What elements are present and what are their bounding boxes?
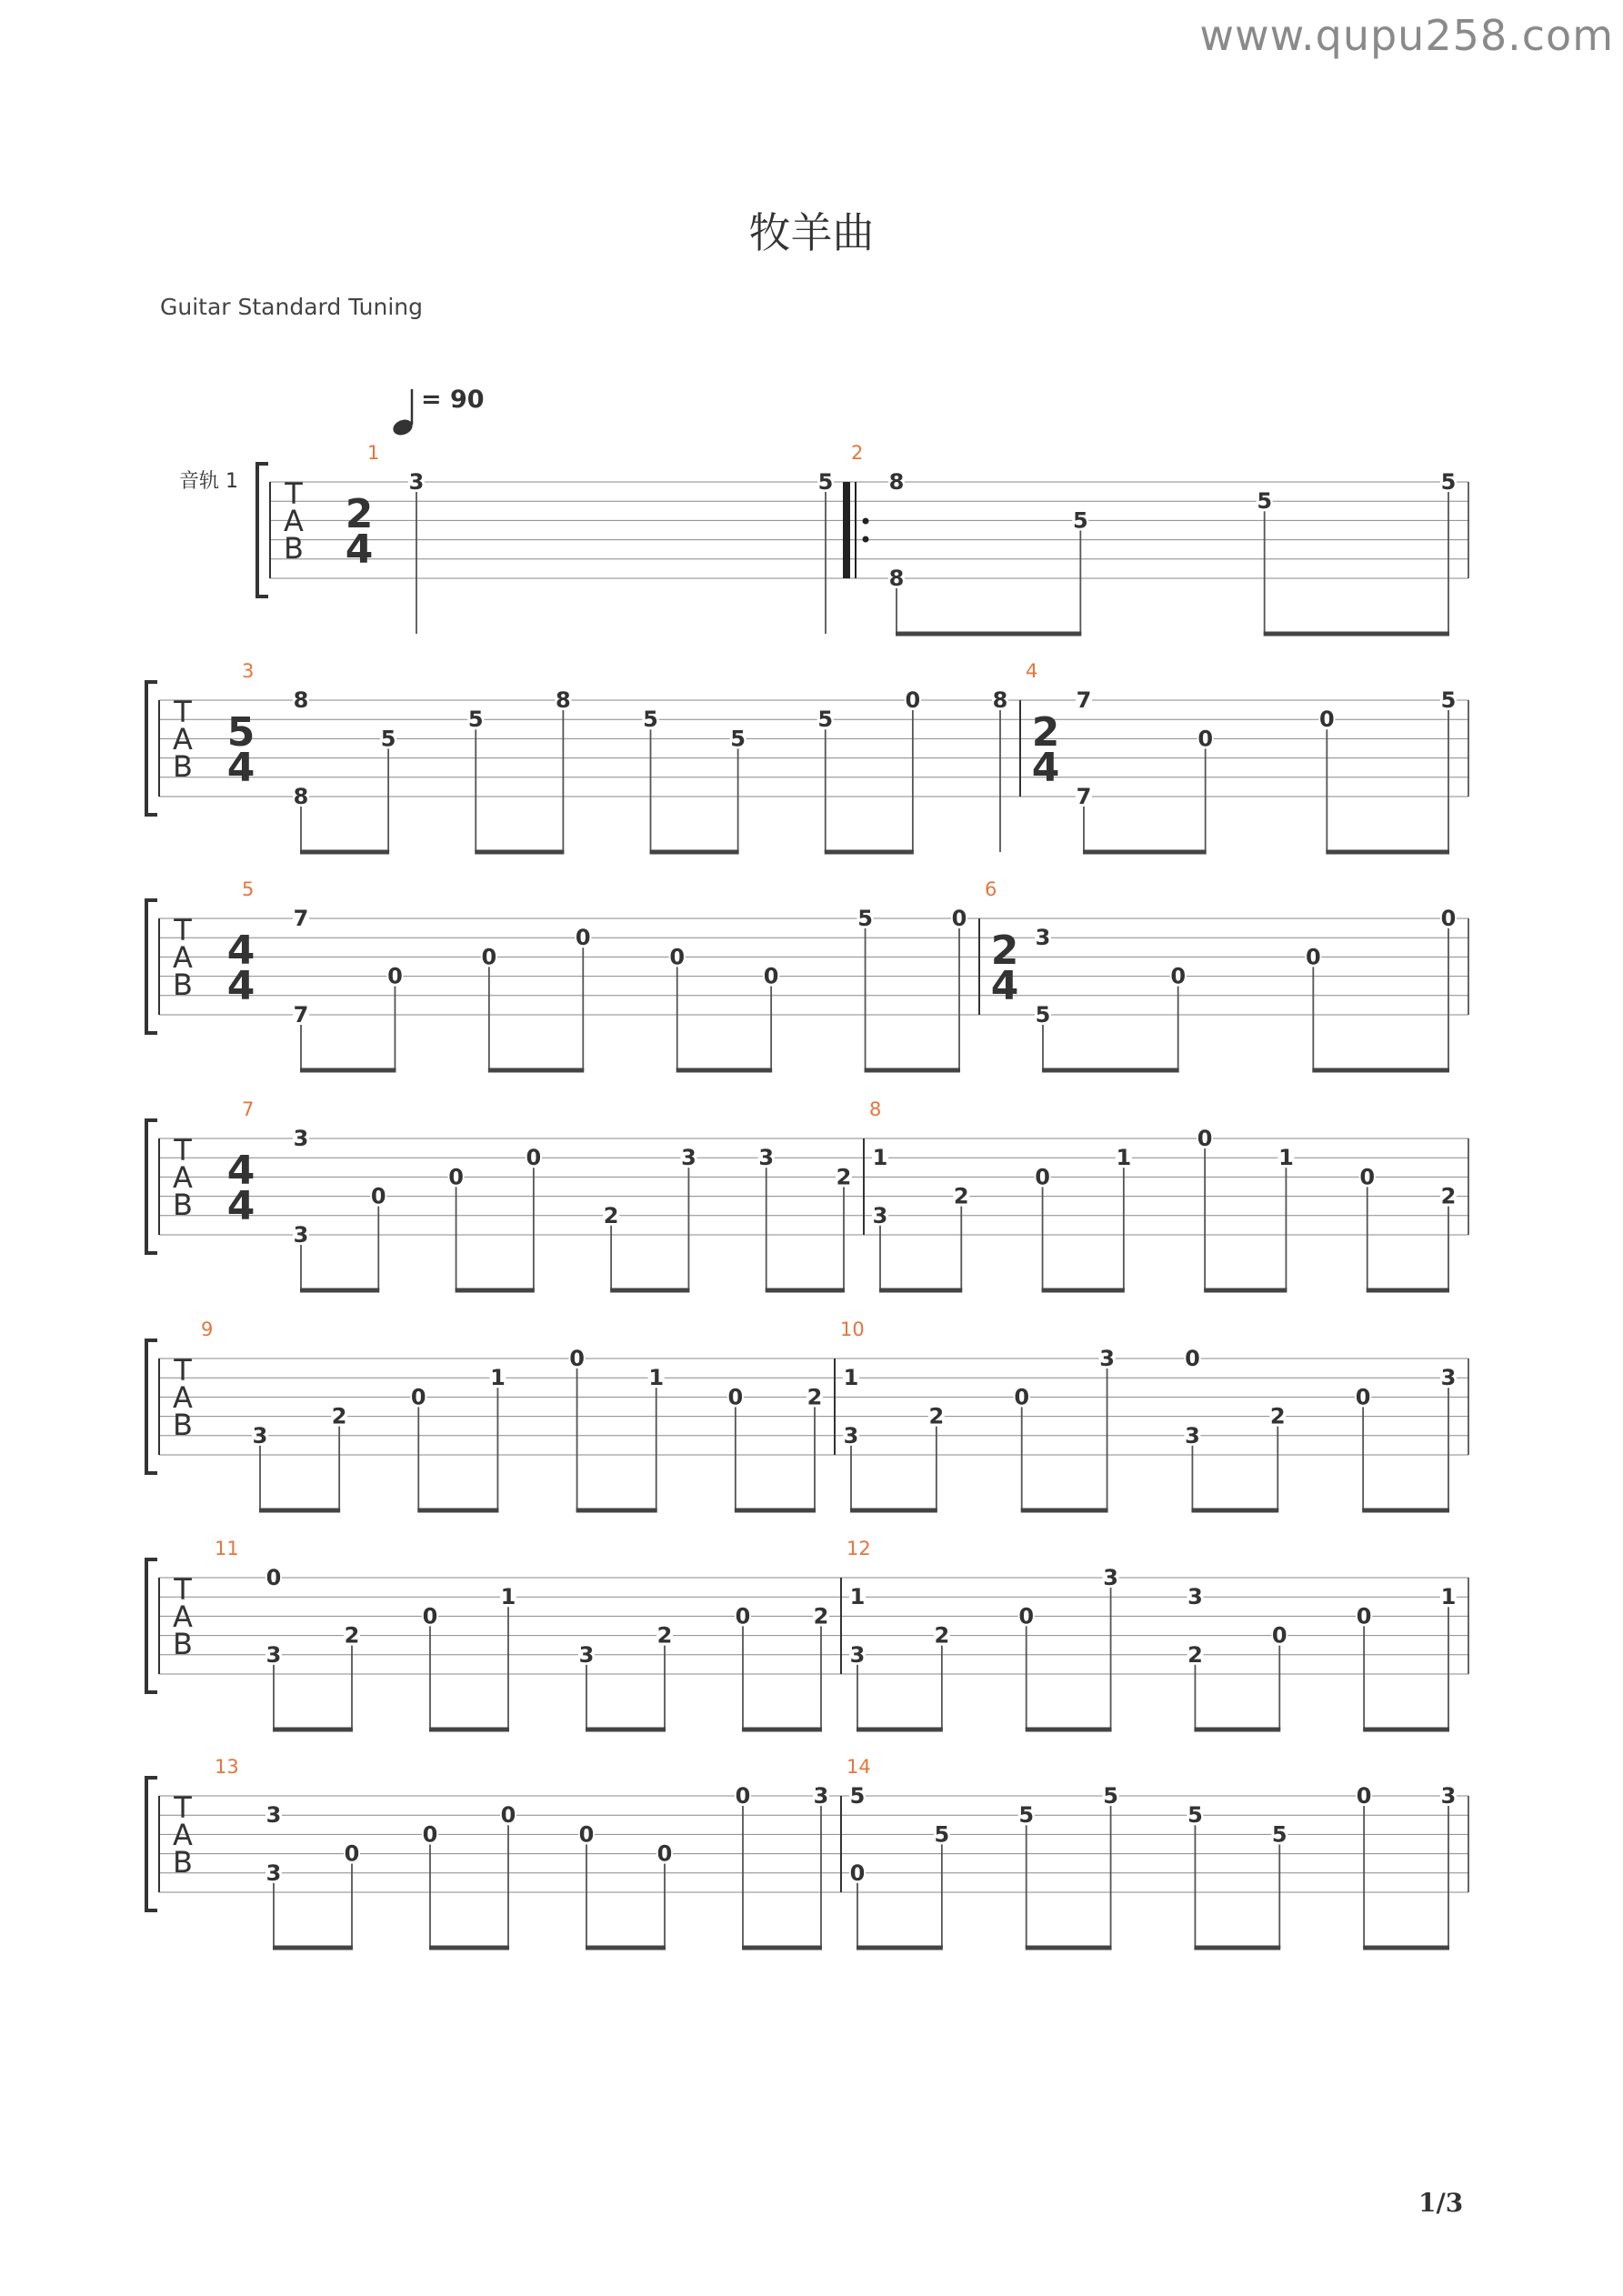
measure-number: 6	[985, 878, 997, 900]
tab-clef-letter: A	[173, 1599, 193, 1634]
fret-number: 3	[681, 1145, 696, 1171]
fret-number: 0	[1185, 1346, 1200, 1371]
measure-number: 12	[847, 1538, 871, 1559]
fret-number: 2	[813, 1603, 829, 1629]
tab-clef-letter: B	[173, 749, 193, 784]
fret-number: 1	[1116, 1145, 1132, 1171]
fret-number: 5	[1103, 1783, 1118, 1809]
score-title: 牧羊曲	[748, 208, 875, 257]
time-signature-top: 2	[1031, 709, 1060, 756]
fret-number: 0	[669, 944, 686, 970]
fret-number: 5	[857, 906, 873, 931]
watermark: www.qupu258.com	[1199, 11, 1614, 60]
time-signature-top: 5	[226, 709, 255, 756]
fret-number: 5	[1018, 1802, 1035, 1829]
time-signature-top: 2	[990, 927, 1019, 974]
fret-number: 5	[1072, 507, 1088, 534]
fret-number: 2	[1187, 1641, 1203, 1668]
fret-number: 2	[656, 1622, 673, 1649]
system-bracket	[146, 1559, 157, 1692]
fret-number: 0	[1359, 1164, 1376, 1190]
system-bracket	[257, 464, 268, 597]
fret-number: 7	[293, 1002, 309, 1028]
time-signature-bottom: 4	[1031, 745, 1060, 791]
tab-clef-letter: A	[284, 504, 304, 538]
measure-number: 3	[242, 660, 255, 682]
fret-number: 0	[735, 1783, 751, 1809]
fret-number: 0	[422, 1821, 438, 1848]
tuning-label: Guitar Standard Tuning	[160, 294, 424, 320]
fret-number: 3	[265, 1860, 282, 1886]
tab-clef-letter: T	[174, 913, 192, 947]
fret-number: 7	[1076, 784, 1092, 809]
repeat-thick-bar	[843, 482, 850, 578]
fret-number: 5	[1440, 687, 1457, 713]
fret-number: 1	[849, 1584, 866, 1610]
fret-number: 3	[872, 1202, 888, 1228]
fret-number: 3	[265, 1641, 282, 1668]
fret-number: 0	[370, 1183, 386, 1209]
measure-number: 10	[840, 1318, 865, 1340]
fret-number: 0	[727, 1384, 744, 1410]
tab-clef-letter: T	[285, 476, 303, 511]
tab-clef-letter: T	[174, 1133, 192, 1168]
measure-number: 9	[201, 1318, 214, 1340]
tab-clef-letter: T	[174, 1353, 192, 1388]
fret-number: 3	[813, 1783, 829, 1809]
fret-number: 2	[1269, 1403, 1286, 1429]
tempo-value: = 90	[421, 386, 485, 414]
fret-number: 0	[344, 1840, 360, 1867]
fret-number: 8	[293, 687, 309, 713]
tab-clef-letter: A	[173, 722, 193, 757]
system-bracket	[146, 1340, 157, 1473]
fret-number: 3	[252, 1422, 268, 1449]
measure-number: 2	[851, 442, 864, 464]
tab-clef-letter: A	[173, 1380, 193, 1415]
fret-number: 0	[1035, 1164, 1050, 1190]
time-signature-bottom: 4	[226, 1183, 255, 1229]
fret-number: 0	[849, 1860, 866, 1886]
fret-number: 2	[806, 1384, 823, 1410]
fret-number: 0	[526, 1145, 542, 1171]
fret-number: 0	[422, 1603, 438, 1629]
fret-number: 3	[758, 1145, 775, 1171]
tab-clef-letter: B	[173, 1845, 193, 1880]
fret-number: 0	[1355, 1384, 1371, 1410]
fret-number: 0	[500, 1802, 516, 1829]
fret-number: 0	[569, 1346, 585, 1371]
fret-number: 0	[1197, 1126, 1213, 1151]
fret-number: 2	[836, 1164, 852, 1190]
fret-number: 3	[1103, 1565, 1118, 1590]
tab-clef-letter: B	[173, 1188, 193, 1222]
fret-number: 5	[467, 707, 484, 733]
tab-clef-letter: T	[174, 1790, 192, 1825]
tab-clef-letter: T	[174, 695, 192, 729]
fret-number: 1	[490, 1365, 506, 1391]
system-bracket	[146, 1778, 157, 1910]
fret-number: 8	[888, 566, 905, 591]
fret-number: 5	[1257, 488, 1273, 515]
fret-number: 2	[928, 1403, 945, 1429]
fret-number: 0	[1014, 1384, 1030, 1410]
repeat-dot	[863, 518, 869, 525]
fret-number: 5	[380, 726, 396, 752]
fret-number: 3	[849, 1641, 866, 1668]
time-signature-bottom: 4	[990, 963, 1019, 1009]
fret-number: 8	[556, 687, 571, 713]
fret-number: 3	[293, 1126, 309, 1151]
fret-number: 3	[578, 1641, 595, 1668]
tab-clef-letter: A	[173, 940, 193, 975]
measure-number: 7	[242, 1098, 255, 1120]
fret-number: 2	[344, 1622, 360, 1649]
tab-clef-letter: A	[173, 1818, 193, 1852]
tab-clef-letter: B	[173, 968, 193, 1002]
fret-number: 0	[1170, 963, 1187, 989]
fret-number: 0	[951, 906, 967, 931]
system-bracket	[146, 682, 157, 815]
system-bracket	[146, 1120, 157, 1253]
fret-number: 0	[905, 687, 921, 713]
time-signature-bottom: 4	[226, 963, 255, 1009]
fret-number: 0	[1305, 944, 1321, 970]
fret-number: 0	[763, 963, 779, 989]
fret-number: 3	[293, 1222, 309, 1248]
system-bracket	[146, 900, 157, 1033]
time-signature-top: 2	[345, 491, 374, 537]
fret-number: 0	[735, 1603, 751, 1629]
tab-clef-letter: B	[173, 1408, 193, 1442]
time-signature-top: 4	[226, 1148, 255, 1194]
fret-number: 3	[265, 1802, 282, 1829]
fret-number: 8	[888, 469, 905, 495]
tab-clef-letter: B	[173, 1627, 193, 1661]
fret-number: 3	[1185, 1422, 1200, 1449]
fret-number: 0	[1018, 1603, 1035, 1629]
tab-clef-letter: A	[173, 1160, 193, 1195]
fret-number: 8	[293, 784, 309, 809]
fret-number: 2	[603, 1202, 619, 1228]
fret-number: 2	[331, 1403, 347, 1429]
fret-number: 0	[575, 925, 591, 951]
fret-number: 1	[500, 1584, 516, 1610]
fret-number: 1	[843, 1365, 859, 1391]
fret-number: 5	[817, 707, 834, 733]
track-label: 音轨 1	[179, 470, 238, 493]
fret-number: 1	[648, 1365, 665, 1391]
fret-number: 8	[992, 687, 1008, 713]
fret-number: 5	[934, 1821, 950, 1848]
fret-number: 3	[1099, 1346, 1115, 1371]
repeat-dot	[863, 536, 869, 543]
fret-number: 5	[1187, 1802, 1203, 1829]
fret-number: 7	[293, 906, 309, 931]
fret-number: 0	[1271, 1622, 1287, 1649]
fret-number: 3	[1440, 1783, 1457, 1809]
fret-number: 5	[849, 1783, 866, 1809]
fret-number: 5	[1271, 1821, 1287, 1848]
fret-number: 1	[1278, 1145, 1294, 1171]
fret-number: 2	[1440, 1183, 1457, 1209]
fret-number: 3	[1035, 925, 1051, 951]
fret-number: 2	[953, 1183, 969, 1209]
measure-number: 8	[869, 1098, 882, 1120]
fret-number: 0	[265, 1565, 282, 1590]
fret-number: 0	[578, 1821, 595, 1848]
fret-number: 5	[817, 469, 834, 495]
fret-number: 3	[1187, 1584, 1203, 1610]
fret-number: 0	[1197, 726, 1214, 752]
measure-number: 4	[1026, 660, 1038, 682]
fret-number: 3	[1440, 1365, 1457, 1391]
measure-number: 14	[847, 1756, 871, 1778]
time-signature-top: 4	[226, 927, 255, 974]
fret-number: 0	[1356, 1603, 1372, 1629]
fret-number: 0	[1318, 707, 1335, 733]
time-signature-bottom: 4	[345, 526, 374, 573]
measure-number: 11	[215, 1538, 239, 1559]
time-signature-bottom: 4	[226, 745, 255, 791]
tab-clef-letter: T	[174, 1572, 192, 1607]
fret-number: 5	[1035, 1002, 1051, 1028]
fret-number: 0	[1356, 1783, 1372, 1809]
fret-number: 5	[643, 707, 658, 733]
page-number: 1/3	[1418, 2188, 1464, 2218]
measure-number: 1	[367, 442, 380, 464]
fret-number: 0	[448, 1164, 464, 1190]
fret-number: 0	[1440, 906, 1457, 931]
fret-number: 3	[843, 1422, 859, 1449]
fret-number: 5	[1440, 469, 1457, 495]
fret-number: 1	[872, 1145, 888, 1171]
tab-clef-letter: B	[284, 531, 304, 566]
fret-number: 1	[1440, 1584, 1457, 1610]
fret-number: 3	[408, 469, 425, 495]
fret-number: 7	[1076, 687, 1092, 713]
fret-number: 0	[387, 963, 403, 989]
fret-number: 0	[656, 1840, 673, 1867]
fret-number: 0	[481, 944, 497, 970]
fret-number: 0	[410, 1384, 426, 1410]
measure-number: 13	[215, 1756, 239, 1778]
fret-number: 5	[730, 726, 746, 752]
fret-number: 2	[934, 1622, 950, 1649]
measure-number: 5	[242, 878, 255, 900]
